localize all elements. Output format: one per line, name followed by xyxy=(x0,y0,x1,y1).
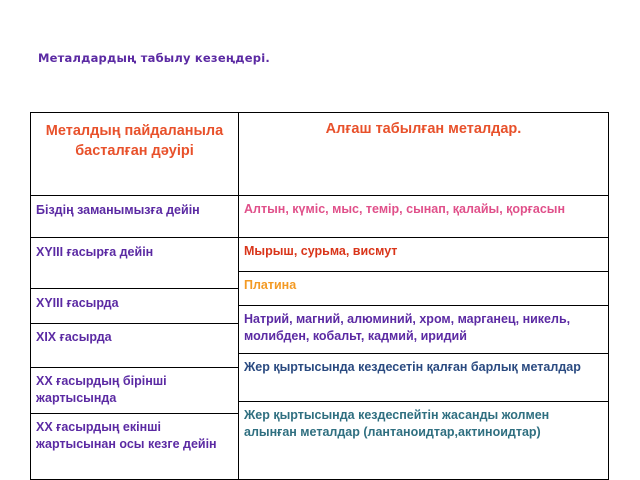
row-period-6: XX ғасырдың екінші жартысынан осы кезге дейін xyxy=(31,414,239,480)
row-period-2: XYIII ғасырға дейін xyxy=(31,238,239,289)
slide-title: Металдардың табылу кезеңдері. xyxy=(38,51,270,65)
row-metals-3: Платина xyxy=(239,272,609,306)
row-metals-2: Мырыш, сурьма, висмут xyxy=(239,238,609,272)
header-period: Металдың пайдаланыла басталған дәуірі xyxy=(31,113,239,196)
row-period-3: XYIII ғасырда xyxy=(31,289,239,324)
table-row xyxy=(31,238,609,272)
row-metals-6: Жер қыртысында кездеспейтін жасанды жолмен алынған металдар (лантаноидтар,актиноидтар) xyxy=(239,402,609,480)
table-header-row xyxy=(31,113,609,196)
row-period-5: XX ғасырдың бірінші жартысында xyxy=(31,368,239,414)
header-metals: Алғаш табылған металдар. xyxy=(239,113,609,196)
metals-table xyxy=(30,112,609,480)
row-period-1: Біздің заманымызға дейін xyxy=(31,196,239,238)
row-metals-5: Жер қыртысында кездесетін қалған барлық металдар xyxy=(239,354,609,402)
row-period-4: XIX ғасырда xyxy=(31,324,239,368)
row-metals-1: Алтын, күміс, мыс, темір, сынап, қалайы, қорғасын xyxy=(239,196,609,238)
row-metals-4: Натрий, магний, алюминий, хром, марганец, никель, молибден, кобальт, кадмий, иридий xyxy=(239,306,609,354)
